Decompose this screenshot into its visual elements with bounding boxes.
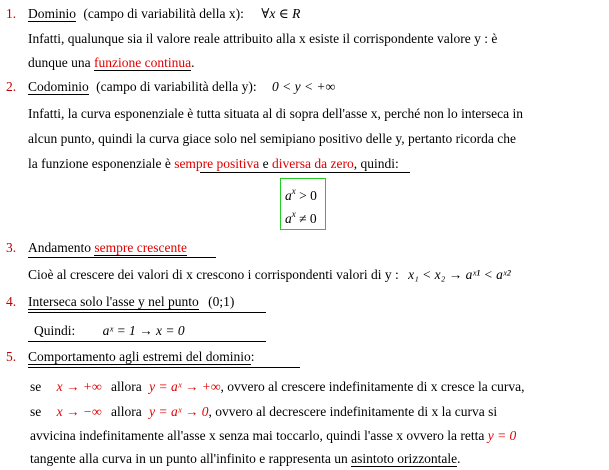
item-2-line4-mid: e xyxy=(259,156,273,171)
item-5-text-line-5 xyxy=(30,452,461,466)
item-2-heading-rest: (campo di variabilità della y): xyxy=(96,79,257,94)
item-1-line3-a: dunque una xyxy=(28,55,94,70)
item-5-cond-minus-inf: x → −∞ xyxy=(56,404,102,419)
item-2-underline xyxy=(200,172,410,173)
item-5-line5-a: tangente alla curva in un punto all'infinito e rappresenta un xyxy=(30,451,352,466)
item-4-heading: Interseca solo l'asse y nel punto xyxy=(28,294,199,309)
item-4-number: 4. xyxy=(6,294,17,309)
item-5-line3-allora: allora xyxy=(110,404,142,419)
item-5-heading-line xyxy=(28,350,254,364)
item-1-number: 1. xyxy=(6,6,17,21)
item-1-text-line-2: Infatti, qualunque sia il valore reale attribuito alla x esiste il corrispondente valore y : è xyxy=(28,31,498,46)
item-3-heading-line xyxy=(28,241,187,255)
item-4-underline xyxy=(28,312,266,313)
item-1-formula: ∀x ∈ R xyxy=(261,6,301,21)
item-3-text-line-2 xyxy=(28,268,511,282)
item-4-label: Quindi: xyxy=(34,323,76,338)
item-4-text-line-2 xyxy=(34,324,185,338)
item-5-line2-allora: allora xyxy=(110,379,142,394)
item-5-retta-y0: y = 0 xyxy=(487,428,517,443)
item-5-heading-colon: : xyxy=(250,349,255,364)
item-2-heading-line xyxy=(28,80,335,94)
item-5-text-line-4 xyxy=(30,429,516,443)
item-2-heading: Codominio xyxy=(28,79,89,94)
condition-positive: $a^x > 0$ xyxy=(285,186,317,203)
item-2-text-line-2: Infatti, la curva esponenziale è tutta situata al di sopra dell'asse x, perché non lo interseca in xyxy=(28,106,523,121)
item-3-heading: Andamento xyxy=(28,240,95,255)
item-2-number: 2. xyxy=(6,79,17,94)
item-5-line2-rest: , ovvero al crescere indefinitamente di x cresce la curva, xyxy=(220,379,525,394)
item-5-line3-rest: , ovvero al decrescere indefinitamente di x la curva si xyxy=(208,404,498,419)
item-1-heading-rest: (campo di variabilità della x): xyxy=(83,6,244,21)
condition-box xyxy=(280,178,326,230)
item-2-text-line-4 xyxy=(28,157,399,173)
item-2-line4-a: la funzione esponenziale è xyxy=(28,156,175,171)
item-5-res-zero: y = aˣ → 0 xyxy=(149,404,209,419)
diversa-da-zero-text: diversa da zero xyxy=(272,156,354,171)
item-3-line2: Cioè al crescere dei valori di x crescono i corrispondenti valori di y : xyxy=(28,267,399,282)
item-3-formula: x₁ < x₂ → aˣ¹ < aˣ² xyxy=(408,267,511,282)
item-5-line2-se: se xyxy=(30,379,42,394)
item-5-res-plus-inf: y = aˣ → +∞ xyxy=(149,379,221,394)
item-1-line3-b: . xyxy=(191,55,195,70)
item-1-heading: Dominio xyxy=(28,6,77,21)
item-5-line5-b: . xyxy=(457,451,461,466)
item-5-heading: Comportamento agli estremi del dominio xyxy=(28,349,251,364)
sempre-crescente-link[interactable]: sempre crescente xyxy=(94,240,187,255)
item-5-line4-a: avvicina indefinitamente all'asse x senza mai toccarlo, quindi l'asse x ovvero la retta xyxy=(30,428,488,443)
asintoto-orizzontale-link[interactable]: asintoto orizzontale xyxy=(351,451,458,466)
funzione-continua-link[interactable]: funzione continua xyxy=(93,55,192,70)
item-3-number: 3. xyxy=(6,240,17,255)
item-5-underline xyxy=(28,367,300,368)
sempre-positiva-text: sempre positiva xyxy=(174,156,260,171)
item-4-heading-formula: (0;1) xyxy=(208,294,235,309)
item-5-number: 5. xyxy=(6,349,17,364)
item-5-text-line-3 xyxy=(30,405,497,419)
item-5-cond-plus-inf: x → +∞ xyxy=(56,379,102,394)
item-2-text-line-3: alcun punto, quindi la curva giace solo nel semipiano positivo delle y, pertanto ricorda che xyxy=(28,131,516,146)
item-4-heading-line xyxy=(28,295,234,309)
item-2-formula: 0 < y < +∞ xyxy=(271,79,336,94)
item-2-line4-b: , quindi: xyxy=(353,156,399,171)
item-4-formula: aˣ = 1 → x = 0 xyxy=(102,323,185,338)
item-1-text-line-3 xyxy=(28,56,194,70)
item-4-underline-2 xyxy=(28,341,266,342)
item-1-heading-line xyxy=(28,7,300,21)
condition-nonzero: $a^x \ne 0$ xyxy=(285,209,317,226)
item-5-text-line-2 xyxy=(30,380,524,394)
item-5-line3-se: se xyxy=(30,404,42,419)
item-3-underline xyxy=(28,257,216,258)
